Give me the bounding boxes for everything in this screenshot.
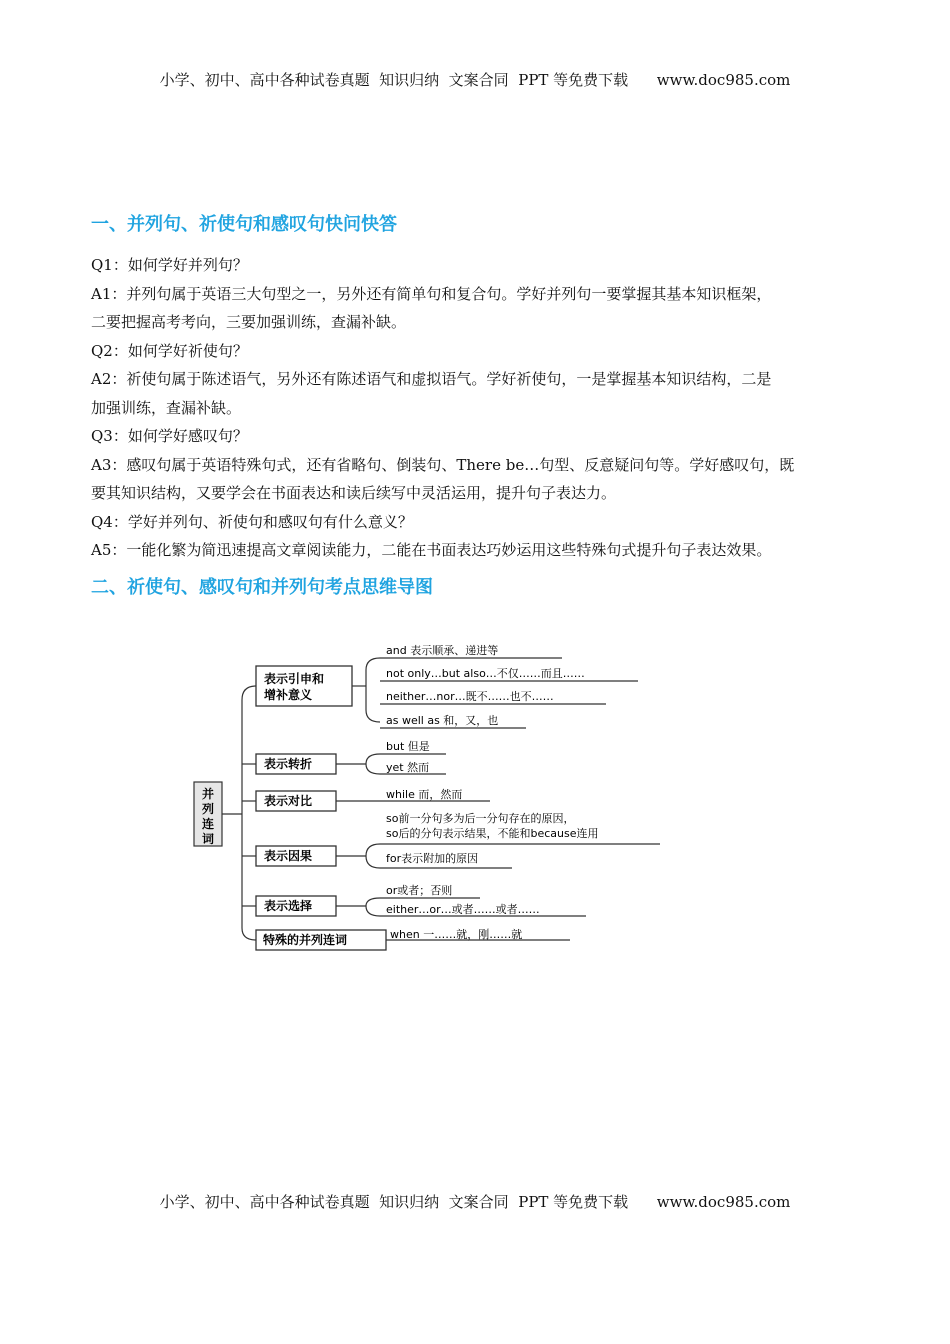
qa-line: A1：并列句属于英语三大句型之一，另外还有简单句和复合句。学好并列句一要掌握其基本知识框架， (91, 284, 772, 303)
item-label: so前一分句多为后一分句存在的原因， (386, 812, 575, 825)
qa-line: 二要把握高考考向，三要加强训练，查漏补缺。 (91, 313, 407, 331)
item-label: or或者；否则 (386, 884, 453, 897)
item-label: either…or…或者……或者…… (386, 903, 540, 916)
category-label: 表示对比 (264, 794, 313, 808)
root-char: 连 (201, 817, 215, 831)
item-label: when 一……就，刚……就 (390, 928, 523, 941)
item-label: yet 然而 (386, 761, 430, 774)
category-label: 表示引申和 (264, 672, 325, 686)
item-label: and 表示顺承、递进等 (386, 644, 499, 657)
qa-line: Q2：如何学好祈使句？ (91, 341, 248, 360)
root-char: 词 (201, 832, 215, 846)
qa-line: A5：一能化繁为简迅速提高文章阅读能力，二能在书面表达巧妙运用这些特殊句式提升句子表达效果。 (91, 541, 772, 559)
qa-line: A2：祈使句属于陈述语气，另外还有陈述语气和虚拟语气。学好祈使句，一是掌握基本知识结构，二是 (91, 370, 772, 388)
category-label: 表示因果 (264, 849, 313, 863)
item-label: as well as 和，又，也 (386, 714, 499, 727)
qa-line: Q4：学好并列句、祈使句和感叹句有什么意义？ (91, 512, 413, 531)
qa-line: Q3：如何学好感叹句？ (91, 427, 248, 445)
item-label: not only…but also…不仅……而且…… (386, 667, 585, 680)
qa-line: 加强训练，查漏补缺。 (91, 398, 242, 417)
category-label: 表示选择 (264, 899, 313, 913)
item-label: but 但是 (386, 740, 430, 753)
qa-line: A3：感叹句属于英语特殊句式，还有省略句、倒装句、There be…句型、反意疑问句等。学好感叹句，既 (91, 455, 795, 474)
page-footer: 小学、初中、高中各种试卷真题 知识归纳 文案合同 PPT 等免费下载 www.doc985.com (159, 1193, 791, 1211)
item-label: neither…nor…既不……也不…… (386, 690, 554, 703)
category-label: 增补意义 (264, 688, 313, 702)
mind-map (190, 636, 680, 956)
category-label: 特殊的并列连词 (263, 933, 348, 947)
root-char: 并 (201, 787, 215, 801)
section-title-mindmap: 二、祈使句、感叹句和并列句考点思维导图 (91, 577, 433, 598)
qa-block (91, 251, 861, 565)
section-title-qa: 一、并列句、祈使句和感叹句快问快答 (91, 214, 397, 235)
item-label: while 而，然而 (386, 788, 463, 801)
root-char: 列 (201, 802, 215, 816)
qa-line: 要其知识结构，又要学会在书面表达和读后续写中灵活运用，提升句子表达力。 (91, 484, 617, 502)
qa-line: Q1：如何学好并列句？ (91, 256, 248, 274)
category-label: 表示转折 (264, 757, 313, 771)
item-label: so后的分句表示结果，不能和because连用 (386, 827, 599, 840)
item-label: for表示附加的原因 (386, 852, 479, 865)
page-header: 小学、初中、高中各种试卷真题 知识归纳 文案合同 PPT 等免费下载 www.doc985.com (159, 71, 791, 89)
